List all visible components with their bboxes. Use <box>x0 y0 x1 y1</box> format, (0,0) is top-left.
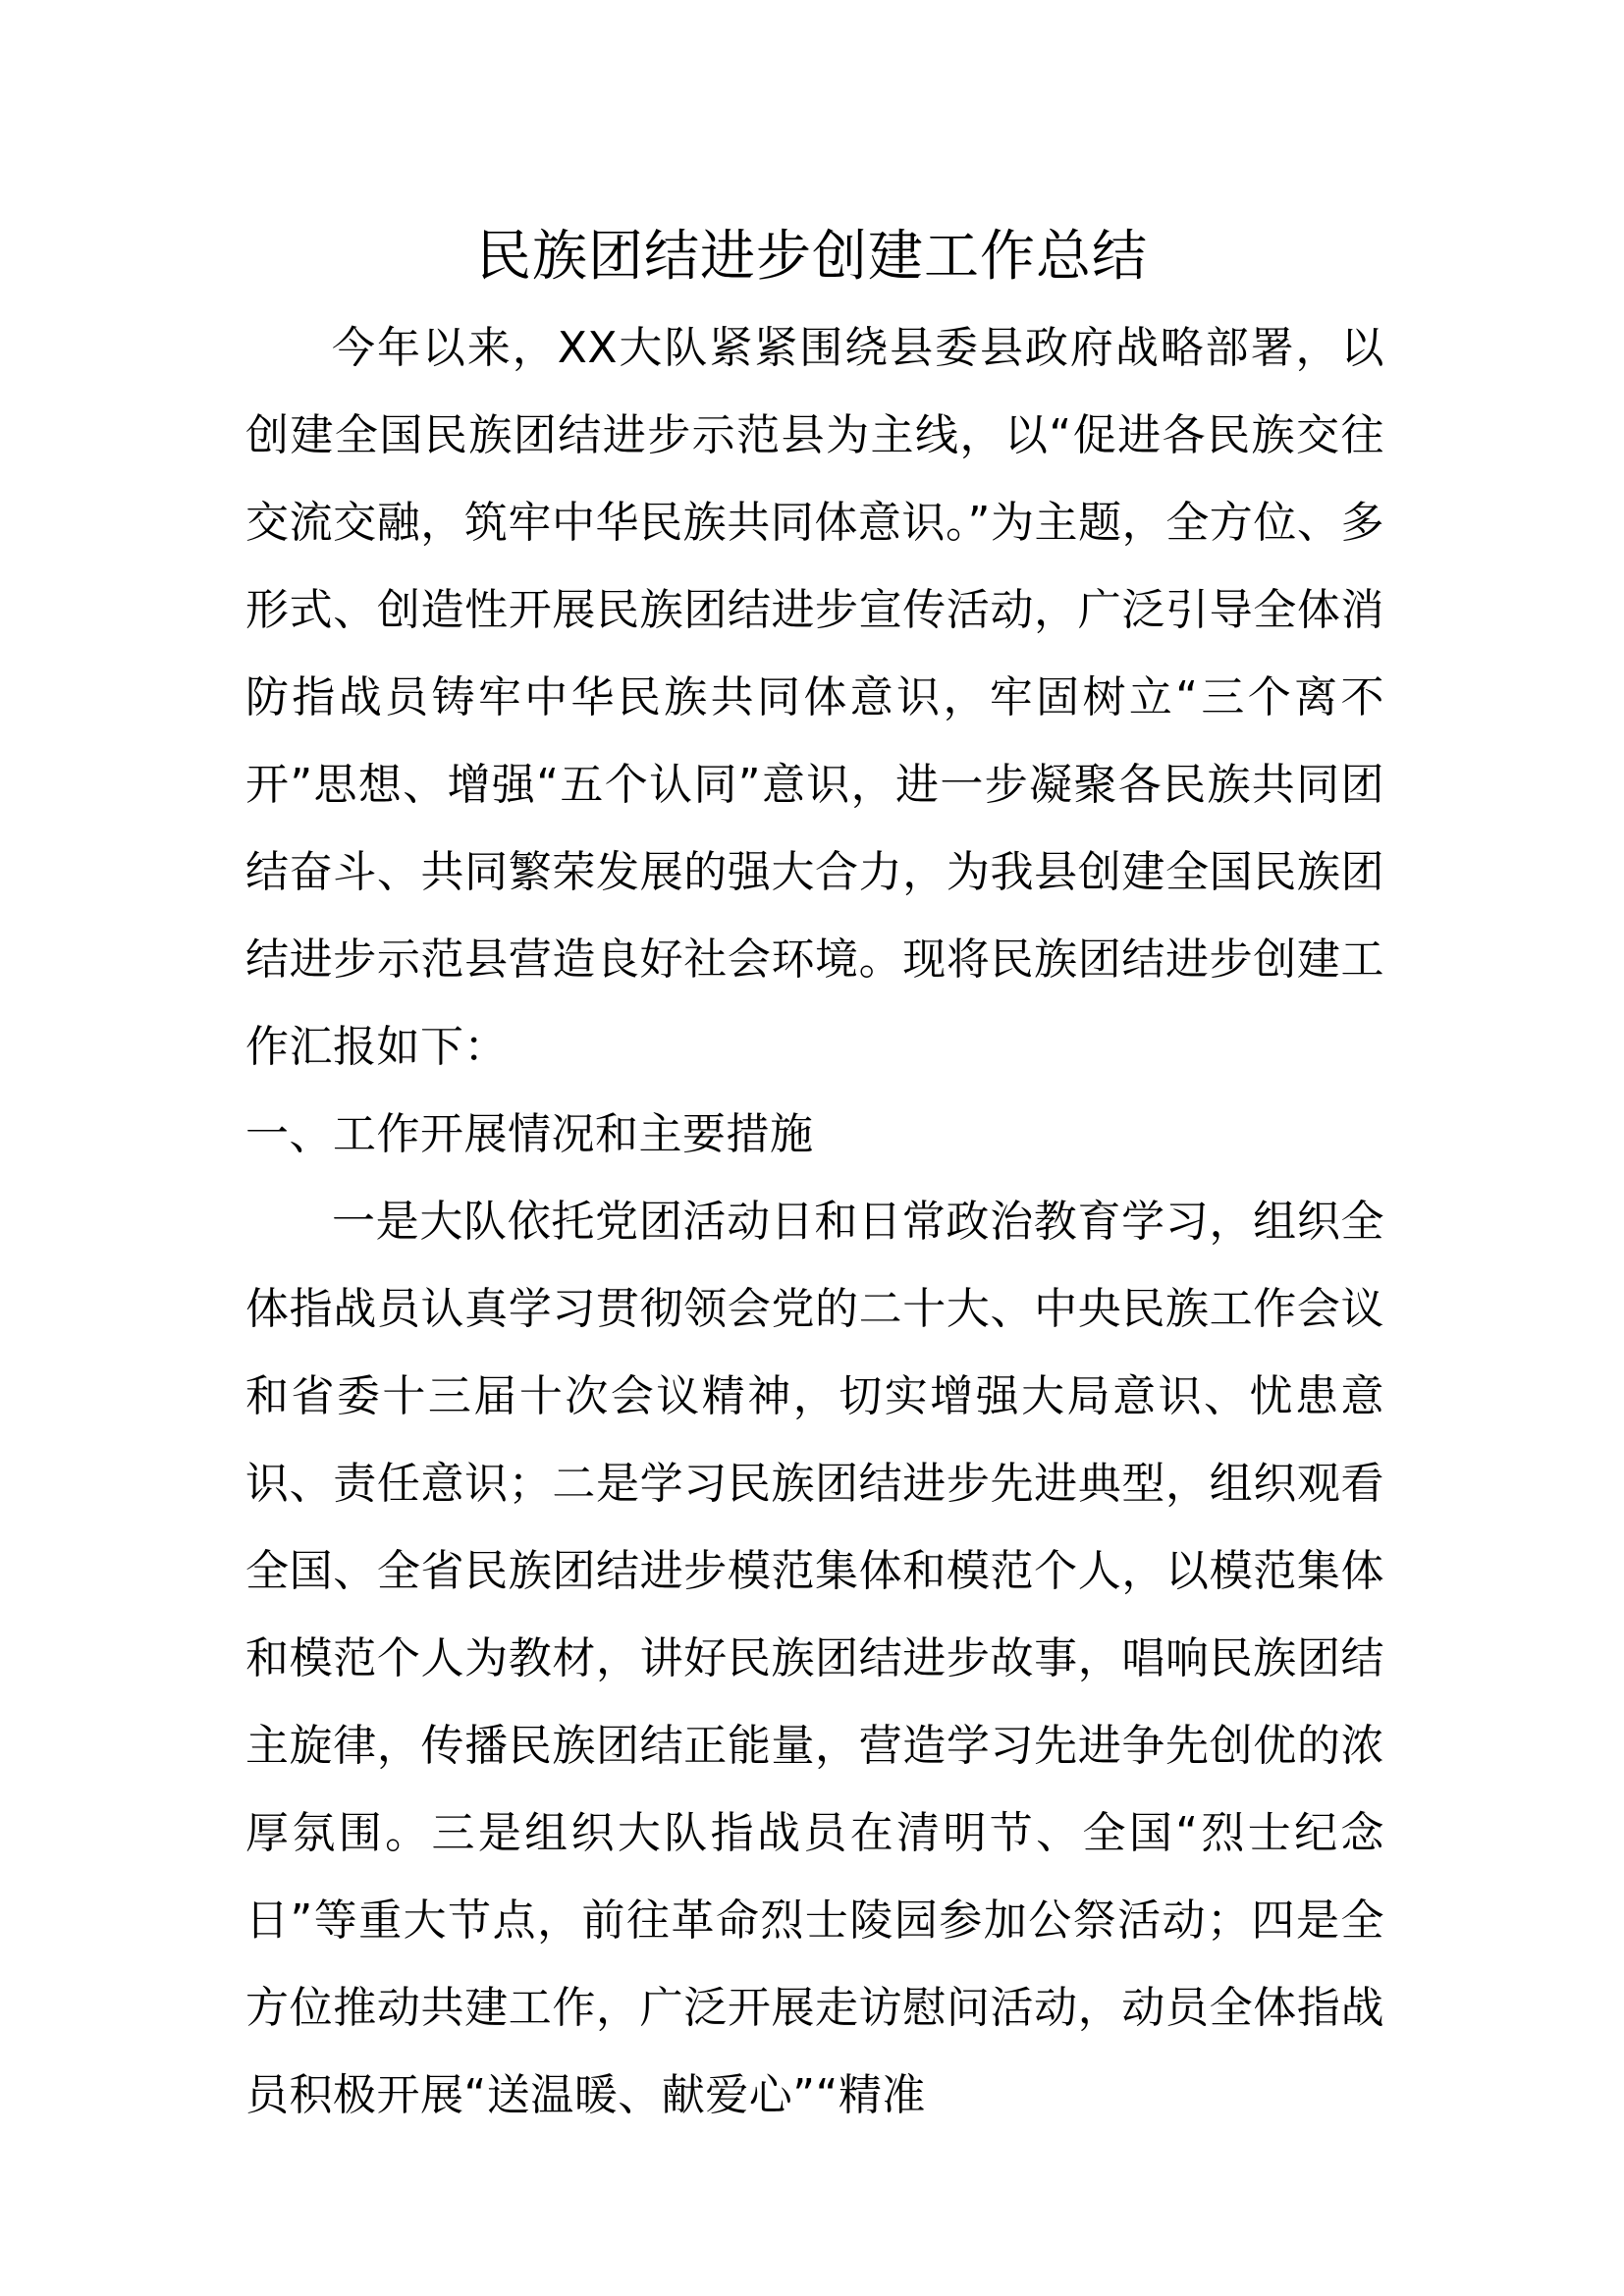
intro-paragraph: 今年以来，XX大队紧紧围绕县委县政府战略部署，以创建全国民族团结进步示范县为主线，以“促进各民族交往交流交融，筑牢中华民族共同体意识。”为主题，全方位、多形式、创造性开展民族团结进步宣传活动，广泛引导全体消防指战员铸牢中华民族共同体意识，牢固树立“三个离不开”思想、增强“五个认同”意识，进一步凝聚各民族共同团结奋斗、共同繁荣发展的强大合力，为我县创建全国民族团结进步示范县营造良好社会环境。现将民族团结进步创建工作汇报如下： <box>245 323 1384 1072</box>
section-heading: 一、工作开展情况和主要措施 <box>245 1109 814 1159</box>
document-body <box>245 304 1384 2139</box>
document-title: 民族团结进步创建工作总结 <box>476 225 1148 289</box>
measures-paragraph: 一是大队依托党团活动日和日常政治教育学习，组织全体指战员认真学习贯彻领会党的二十大、中央民族工作会议和省委十三届十次会议精神，切实增强大局意识、忧患意识、责任意识；二是学习民族团结进步先进典型，组织观看全国、全省民族团结进步模范集体和模范个人，以模范集体和模范个人为教材，讲好民族团结进步故事，唱响民族团结主旋律，传播民族团结正能量，营造学习先进争先创优的浓厚氛围。三是组织大队指战员在清明节、全国“烈士纪念日”等重大节点，前往革命烈士陵园参加公祭活动；四是全方位推动共建工作，广泛开展走访慰问活动，动员全体指战员积极开展“送温暖、献爱心”“精准 <box>245 1197 1384 2120</box>
